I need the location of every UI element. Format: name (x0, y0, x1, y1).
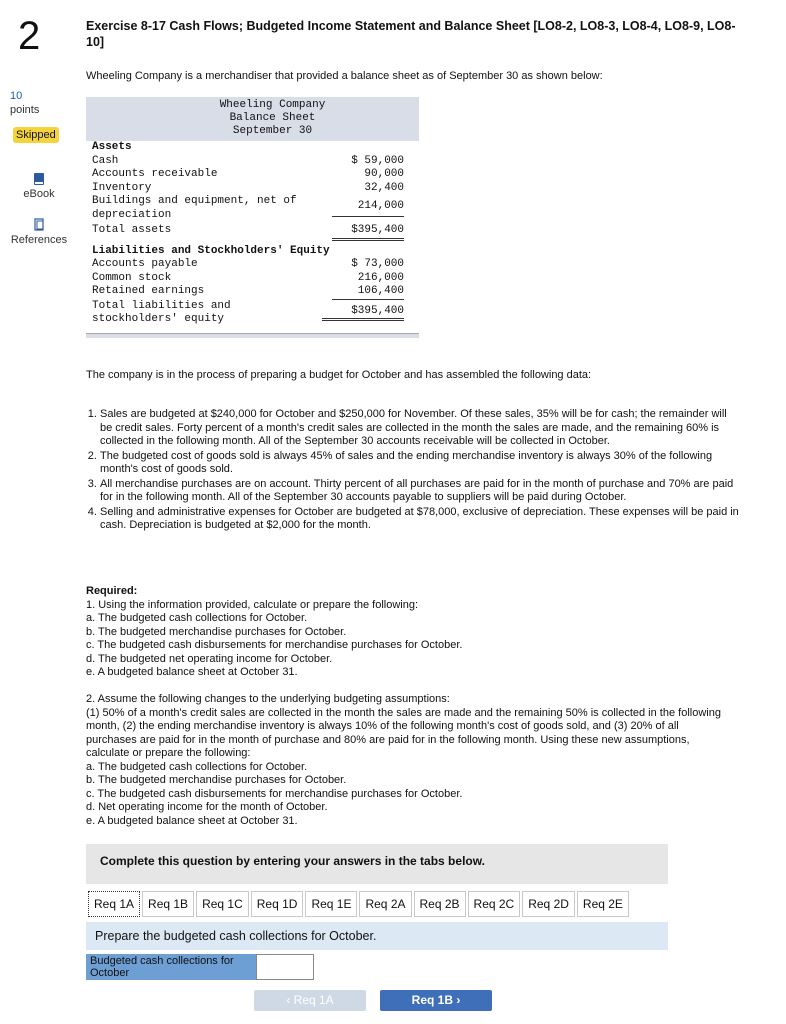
tab-req-1b[interactable]: Req 1B (142, 891, 194, 917)
cash-collections-input[interactable] (256, 954, 314, 980)
liability-amount: 106,400 (332, 285, 404, 300)
part2-item: c. The budgeted cash disbursements for merchandise purchases for October. (86, 787, 463, 800)
statement-date: September 30 (232, 125, 313, 137)
prompt-bar (86, 922, 668, 950)
part1-item: b. The budgeted merchandise purchases for October. (86, 625, 347, 638)
intro-text: Wheeling Company is a merchandiser that provided a balance sheet as of September 30 as shown below: (86, 70, 603, 82)
prompt-text: Prepare the budgeted cash collections for October. (95, 929, 377, 943)
part2-intro: 2. Assume the following changes to the underlying budgeting assumptions: (86, 693, 450, 705)
references-button[interactable] (6, 218, 72, 246)
total-assets-amount: $395,400 (332, 224, 404, 241)
tab-req-2e[interactable]: Req 2E (577, 891, 629, 917)
part1-item: c. The budgeted cash disbursements for merchandise purchases for October. (86, 639, 463, 651)
chevron-right-icon: › (456, 993, 461, 1007)
tab-req-1c[interactable]: Req 1C (196, 891, 249, 917)
part2-item: b. The budgeted merchandise purchases for October. (86, 774, 347, 786)
balance-sheet-footer (86, 333, 419, 338)
part1-item: e. A budgeted balance sheet at October 31. (86, 666, 298, 678)
part1-item: d. The budgeted net operating income for October. (86, 652, 333, 665)
part2-section (86, 693, 726, 828)
liability-amount: $ 73,000 (351, 258, 404, 270)
total-liabilities-label: Total liabilities and stockholders' equity (92, 299, 231, 325)
instructions-panel (86, 844, 668, 884)
assets-heading: Assets (92, 141, 132, 153)
next-label: Req 1B (411, 993, 453, 1007)
asset-label: Inventory (92, 181, 152, 194)
balance-sheet-header (86, 97, 419, 141)
asset-amount: 90,000 (364, 168, 404, 180)
document-icon (33, 218, 45, 232)
liability-label: Accounts payable (92, 258, 198, 270)
liabilities-heading: Liabilities and Stockholders' Equity (92, 244, 330, 257)
references-label: References (10, 234, 68, 246)
question-number: 2 (18, 14, 41, 58)
book-icon (33, 172, 45, 186)
tab-req-1a[interactable]: Req 1A (88, 891, 140, 917)
part1-item: a. The budgeted cash collections for October. (86, 612, 308, 624)
asset-label: Accounts receivable (92, 168, 218, 180)
part1-intro: 1. Using the information provided, calculate or prepare the following: (86, 598, 419, 611)
panel-text: Complete this question by entering your answers in the tabs below. (100, 854, 485, 868)
ebook-button[interactable] (6, 172, 72, 200)
points-value: 10 (10, 90, 23, 102)
company-name: Wheeling Company (219, 99, 326, 111)
process-text: The company is in the process of preparing a budget for October and has assembled the following data: (86, 369, 592, 381)
total-liabilities-amount: $395,400 (322, 305, 404, 322)
tab-req-2d[interactable]: Req 2D (522, 891, 575, 917)
tab-req-1d[interactable]: Req 1D (251, 891, 304, 917)
list-item: 1. Sales are budgeted at $240,000 for October and $250,000 for November. Of these sales, 35% will be for cash; the remainder will be credit sales. Forty percent of a month's credit sales are collected in the month the sales are made, and the remaining 60% is collected in the following month. All of the September 30 accounts receivable will be collected in October. (100, 408, 740, 449)
asset-amount: 214,000 (332, 200, 404, 218)
asset-label: Buildings and equipment, net of depreciation (92, 195, 297, 221)
liability-label: Retained earnings (92, 285, 205, 297)
asset-label: Cash (92, 154, 119, 167)
next-button[interactable] (380, 990, 492, 1011)
data-list (86, 408, 740, 534)
part2-item: a. The budgeted cash collections for October. (86, 760, 308, 773)
total-assets-label: Total assets (92, 224, 172, 236)
liability-label: Common stock (92, 271, 172, 284)
list-item: 4. Selling and administrative expenses for October are budgeted at $78,000, exclusive of depreciation. These expenses will be paid in cash. Depreciation is budgeted at $2,000 for the month. (100, 506, 740, 533)
tab-req-2a[interactable]: Req 2A (359, 891, 411, 917)
prev-button[interactable] (254, 990, 366, 1011)
balance-sheet (86, 97, 419, 338)
balance-sheet-body (86, 141, 419, 327)
requirement-tabs (88, 891, 631, 917)
chevron-left-icon: ‹ (286, 993, 291, 1007)
answer-row (86, 954, 314, 980)
liability-amount: 216,000 (357, 271, 404, 284)
asset-amount: $ 59,000 (351, 154, 404, 167)
status-badge: Skipped (13, 127, 59, 143)
exercise-title: Exercise 8-17 Cash Flows; Budgeted Income Statement and Balance Sheet [LO8-2, LO8-3, LO8-4, LO8-9, LO8-10] (86, 19, 736, 49)
part2-text: (1) 50% of a month's credit sales are collected in the month the sales are made and the remaining 50% is collected in the following month, (2) the ending merchandise inventory is always 10% of the following month's cost of goods sold, and (3) 20% of all purchases are paid for in the month of purchase and 80% are paid for in the following month. Using these new assumptions, calculate or prepare the following: (86, 706, 721, 759)
answer-label: Budgeted cash collections for October (86, 954, 256, 980)
part2-item: d. Net operating income for the month of October. (86, 801, 328, 813)
ebook-label: eBook (23, 188, 55, 200)
required-heading: Required: (86, 585, 138, 597)
list-item: 3. All merchandise purchases are on account. Thirty percent of all purchases are paid for in the month of purchase and 70% are paid for in the following month. All of the September 30 accounts payable to suppliers will be paid during October. (100, 478, 740, 505)
points-label: points (10, 104, 40, 116)
list-item: 2. The budgeted cost of goods sold is always 45% of sales and the ending merchandise inventory is always 30% of the following month's cost of goods sold. (100, 450, 740, 477)
tab-req-2c[interactable]: Req 2C (468, 891, 521, 917)
tab-req-2b[interactable]: Req 2B (414, 891, 466, 917)
required-section (86, 585, 726, 680)
tab-req-1e[interactable]: Req 1E (305, 891, 357, 917)
asset-amount: 32,400 (364, 181, 404, 194)
part2-item: e. A budgeted balance sheet at October 31. (86, 814, 298, 827)
statement-name: Balance Sheet (229, 112, 316, 124)
prev-label: Req 1A (293, 993, 334, 1007)
